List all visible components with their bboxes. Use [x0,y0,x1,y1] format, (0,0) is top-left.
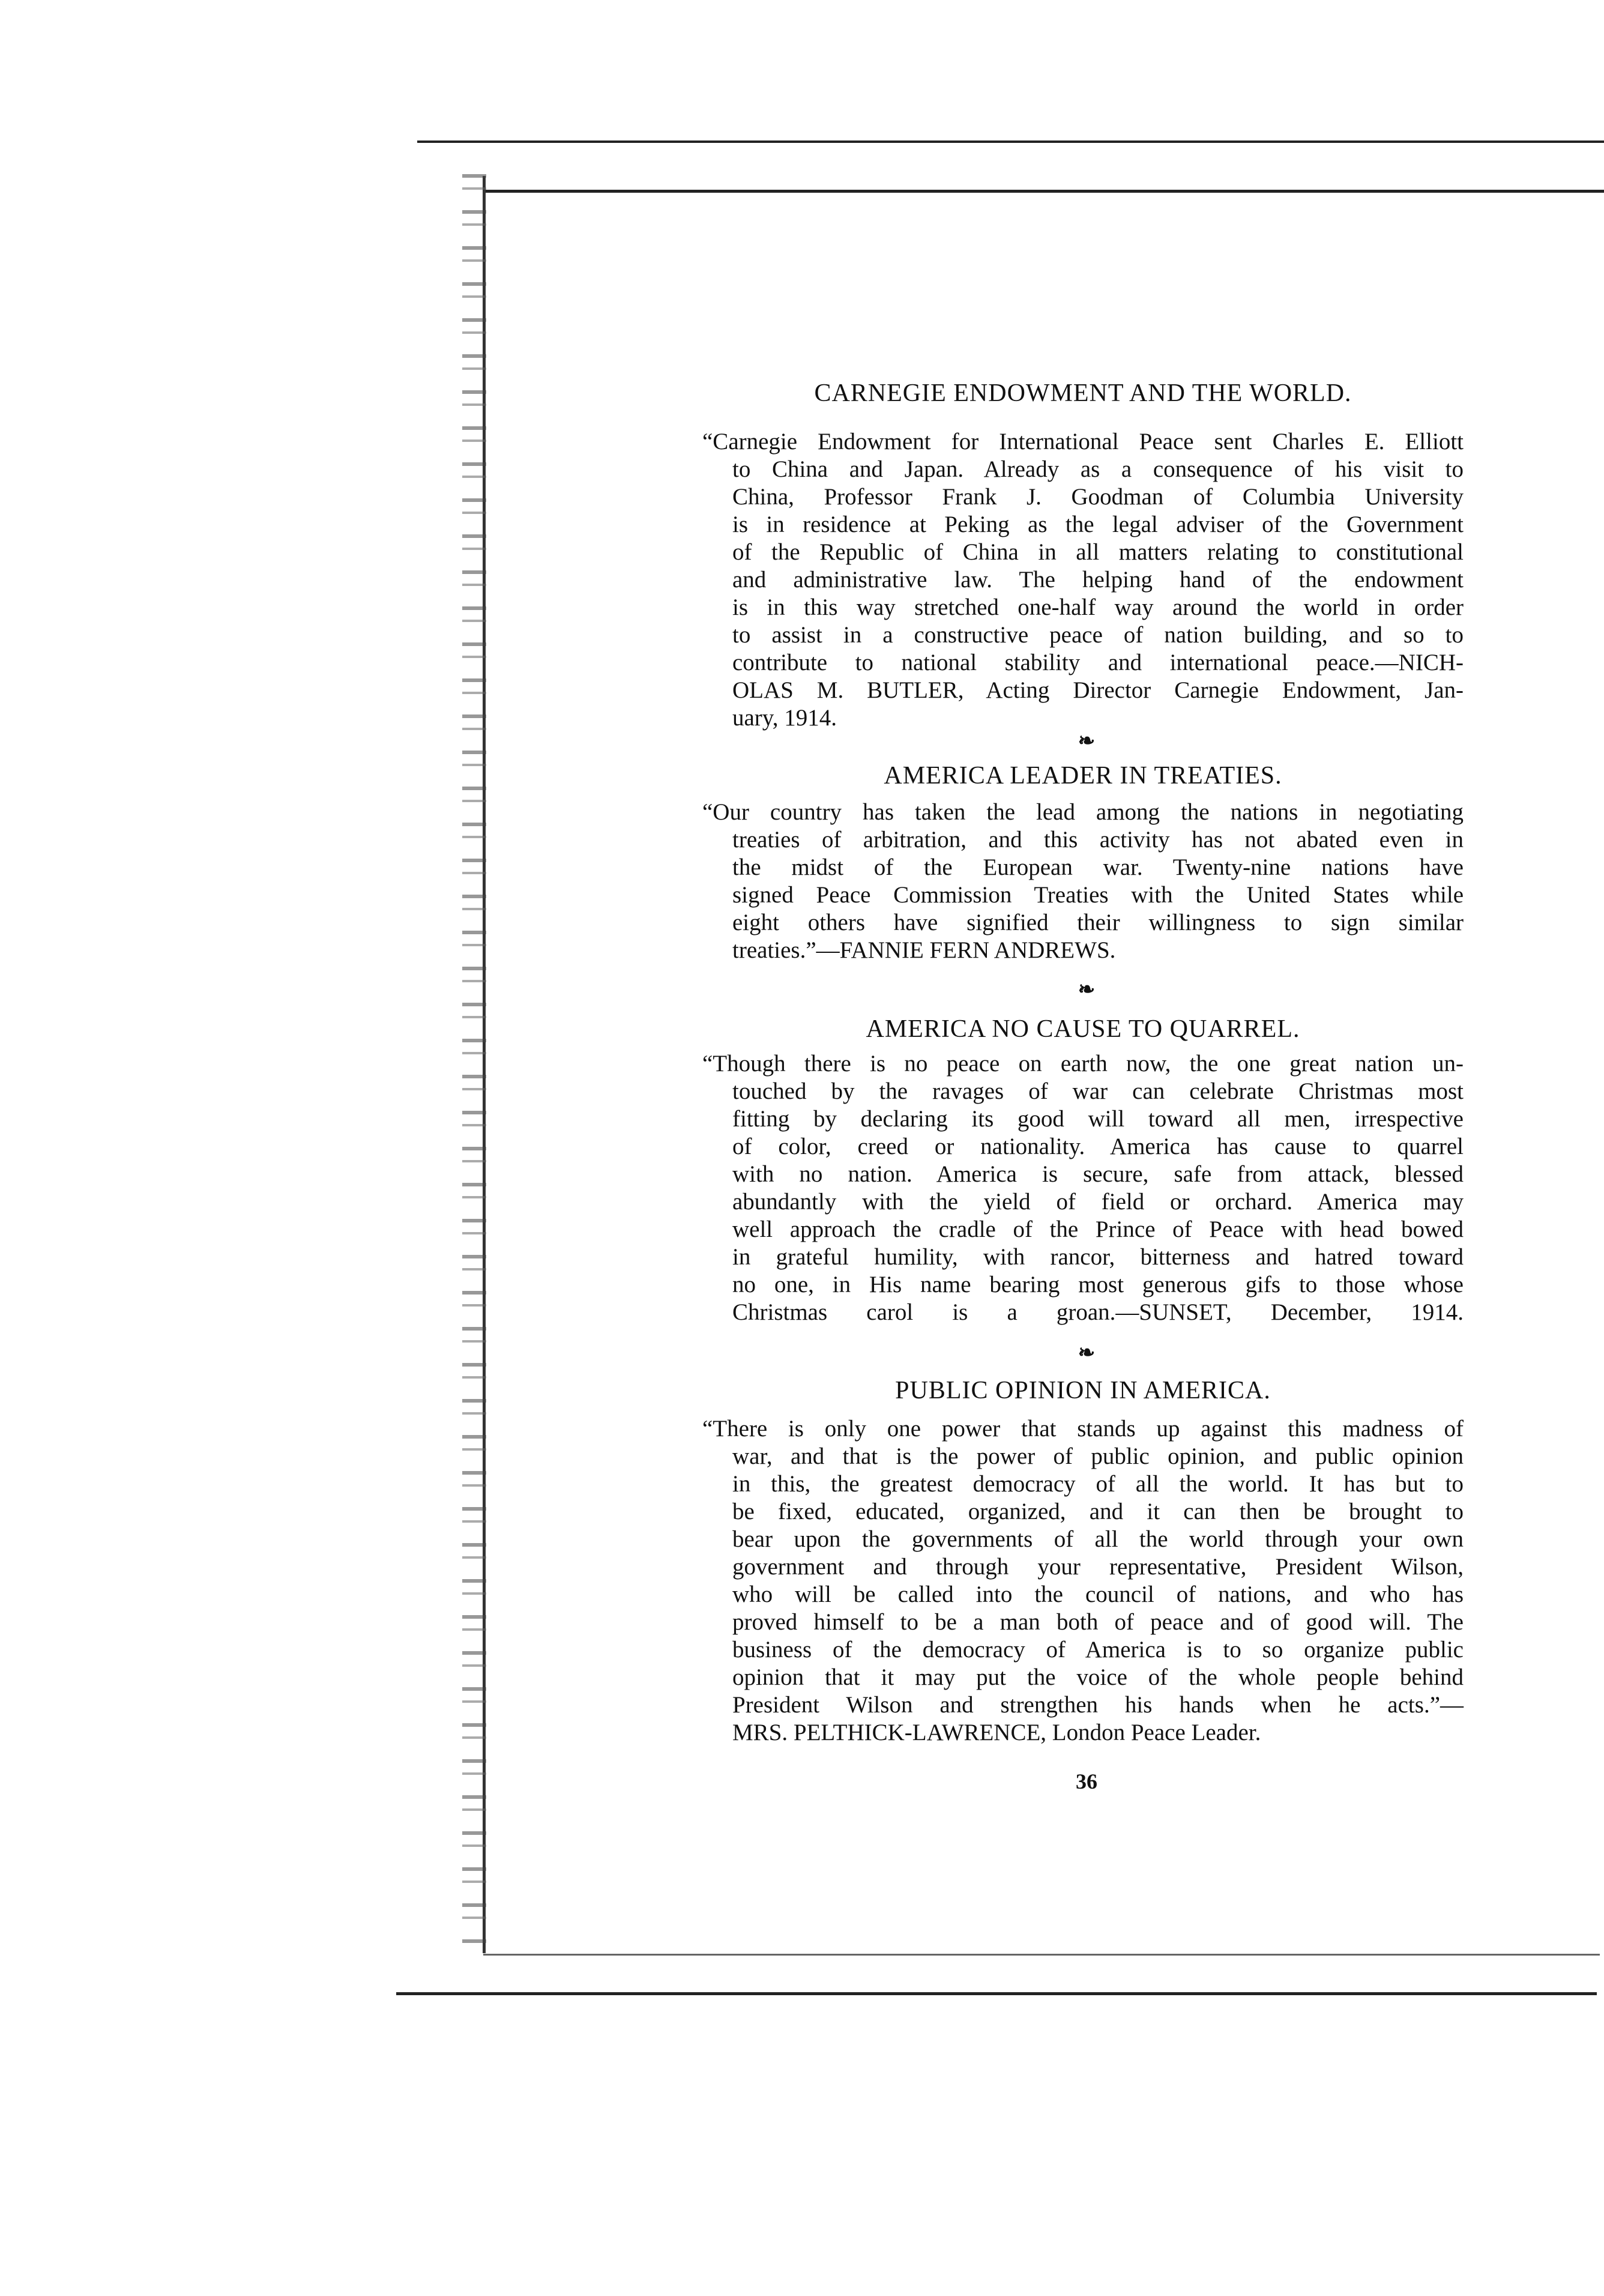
article-title: PUBLIC OPINION IN AMERICA. [895,1377,1271,1404]
text-line: MRS. PELTHICK-LAWRENCE, London Peace Leader. [732,1720,1261,1745]
text-line: proved himself to be a man both of peace and of good will. The [732,1609,1464,1635]
ornament-icon: ❧ [1078,730,1096,752]
text-line: government and through your representative, President Wilson, [732,1554,1464,1580]
text-line: be fixed, educated, organized, and it can then be brought to [732,1499,1464,1524]
text-line: business of the democracy of America is to so organize public [732,1637,1464,1663]
article-title: AMERICA NO CAUSE TO QUARREL. [866,1015,1300,1043]
text-line: signed Peace Commission Treaties with the United States while [732,882,1464,908]
article-body [702,1050,1464,1326]
text-line: bear upon the governments of all the world through your own [732,1526,1464,1552]
frame-bottom-rule [483,1954,1600,1956]
text-line: to assist in a constructive peace of nation building, and so to [732,622,1464,648]
text-line: touched by the ravages of war can celebrate Christmas most [732,1078,1464,1104]
text-line: is in this way stretched one-half way around the world in order [732,594,1464,620]
text-line: with no nation. America is secure, safe from attack, blessed [732,1161,1464,1187]
text-line: and administrative law. The helping hand of the endowment [732,567,1464,593]
text-line: in grateful humility, with rancor, bitterness and hatred toward [732,1244,1464,1270]
text-line: fitting by declaring its good will toward all men, irrespective [732,1106,1464,1132]
article-body [702,799,1464,964]
text-line: the midst of the European war. Twenty-nine nations have [732,854,1464,880]
text-line: “Carnegie Endowment for International Peace sent Charles E. Elliott [702,429,1464,455]
bottom-border-rule [396,1992,1597,1995]
text-line: President Wilson and strengthen his hands when he acts.”— [732,1692,1464,1718]
scan-margin-noise [462,174,486,1945]
top-border-rule [417,140,1604,143]
text-line: OLAS M. BUTLER, Acting Director Carnegie Endowment, Jan- [732,677,1464,703]
text-line: China, Professor Frank J. Goodman of Columbia University [732,484,1464,510]
text-line: no one, in His name bearing most generous gifs to those whose [732,1272,1464,1298]
text-line: opinion that it may put the voice of the whole people behind [732,1664,1464,1690]
article-body [702,428,1464,732]
text-line: in this, the greatest democracy of all the world. It has but to [732,1471,1464,1497]
text-line: “Though there is no peace on earth now, the one great nation un- [702,1051,1464,1077]
frame-top-rule [483,190,1604,193]
text-line: contribute to national stability and international peace.—NICH- [732,650,1464,675]
text-line: treaties of arbitration, and this activity has not abated even in [732,827,1464,853]
ornament-icon: ❧ [1078,979,1096,1001]
text-line: treaties.”—FANNIE FERN ANDREWS. [732,937,1116,963]
article-title: CARNEGIE ENDOWMENT AND THE WORLD. [814,379,1352,407]
text-line: abundantly with the yield of field or orchard. America may [732,1189,1464,1215]
text-line: “There is only one power that stands up against this madness of [702,1416,1464,1442]
text-line: uary, 1914. [732,705,837,731]
text-line: “Our country has taken the lead among the nations in negotiating [702,799,1464,825]
text-line: who will be called into the council of nations, and who has [732,1582,1464,1607]
text-line: of the Republic of China in all matters relating to constitutional [732,539,1464,565]
text-line: war, and that is the power of public opinion, and public opinion [732,1443,1464,1469]
ornament-icon: ❧ [1078,1342,1096,1364]
article-title: AMERICA LEADER IN TREATIES. [884,762,1282,790]
text-line: eight others have signified their willingness to sign similar [732,910,1464,935]
text-line: of color, creed or nationality. America has cause to quarrel [732,1134,1464,1159]
page-number: 36 [1076,1769,1097,1793]
text-line: well approach the cradle of the Prince of Peace with head bowed [732,1216,1464,1242]
article-body [702,1415,1464,1747]
text-line: Christmas carol is a groan.—SUNSET, December, 1914. [732,1299,1464,1325]
text-line: to China and Japan. Already as a consequence of his visit to [732,456,1464,482]
text-line: is in residence at Peking as the legal adviser of the Government [732,512,1464,537]
